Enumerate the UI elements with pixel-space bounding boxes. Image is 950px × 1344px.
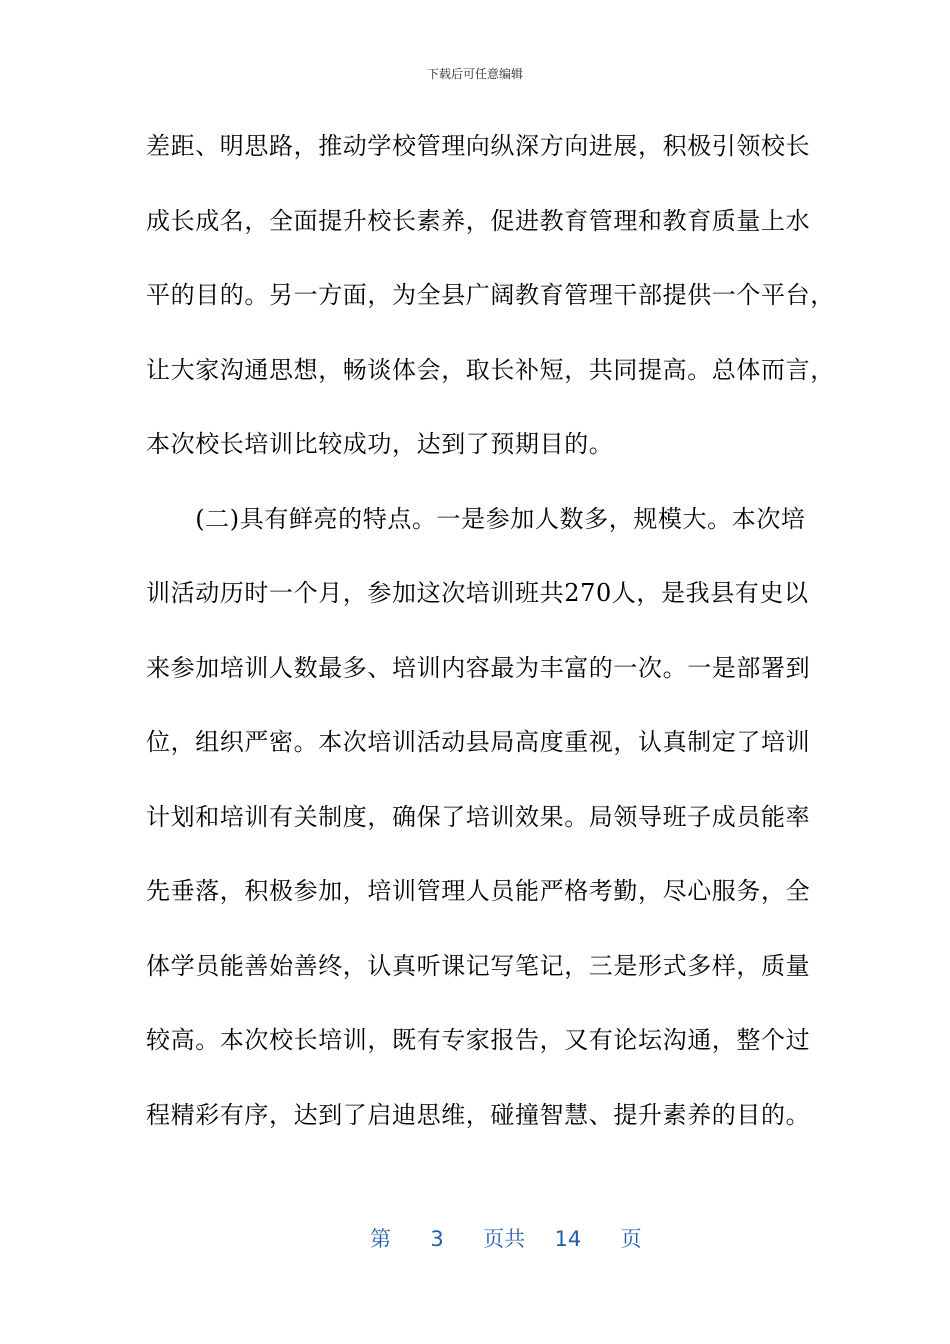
body-line: 差距、明思路，推动学校管理向纵深方向进展，积极引领校长 xyxy=(146,132,811,160)
body-line: 成长成名，全面提升校长素养，促进教育管理和教育质量上水 xyxy=(146,206,811,235)
body-line: 训活动历时一个月，参加这次培训班共270人，是我县有史以 xyxy=(146,579,809,607)
footer-suffix: 页 xyxy=(620,1227,642,1251)
footer-middle: 页共 xyxy=(483,1227,526,1251)
footer-total-pages: 14 xyxy=(554,1227,582,1251)
body-line: 较高。本次校长培训，既有专家报告，又有论坛沟通，整个过 xyxy=(146,1026,811,1054)
body-line: 程精彩有序，达到了启迪思维，碰撞智慧、提升素养的目的。 xyxy=(146,1100,811,1129)
body-line: 来参加培训人数最多、培训内容最为丰富的一次。一是部署到 xyxy=(146,653,811,682)
body-line: 先垂落，积极参加，培训管理人员能严格考勤，尽心服务，全 xyxy=(146,877,811,905)
body-line: 计划和培训有关制度，确保了培训效果。局领导班子成员能率 xyxy=(146,802,811,831)
page-footer xyxy=(370,1224,642,1254)
body-text xyxy=(146,122,835,1165)
page-header-note: 下载后可任意编辑 xyxy=(426,67,523,81)
footer-prefix: 第 xyxy=(370,1227,391,1251)
body-line: 平的目的。另一方面，为全县广阔教育管理干部提供一个平台， xyxy=(146,281,835,309)
body-line: 本次校长培训比较成功，达到了预期目的。 xyxy=(146,430,614,458)
footer-current-page: 3 xyxy=(430,1227,444,1251)
body-line: 让大家沟通思想，畅谈体会，取长补短，共同提高。总体而言， xyxy=(146,355,835,384)
body-line: 位，组织严密。本次培训活动县局高度重视，认真制定了培训 xyxy=(146,728,811,756)
body-line: 体学员能善始善终，认真听课记写笔记，三是形式多样，质量 xyxy=(146,951,811,980)
body-line: (二)具有鲜亮的特点。一是参加人数多，规模大。本次培 xyxy=(146,504,806,533)
